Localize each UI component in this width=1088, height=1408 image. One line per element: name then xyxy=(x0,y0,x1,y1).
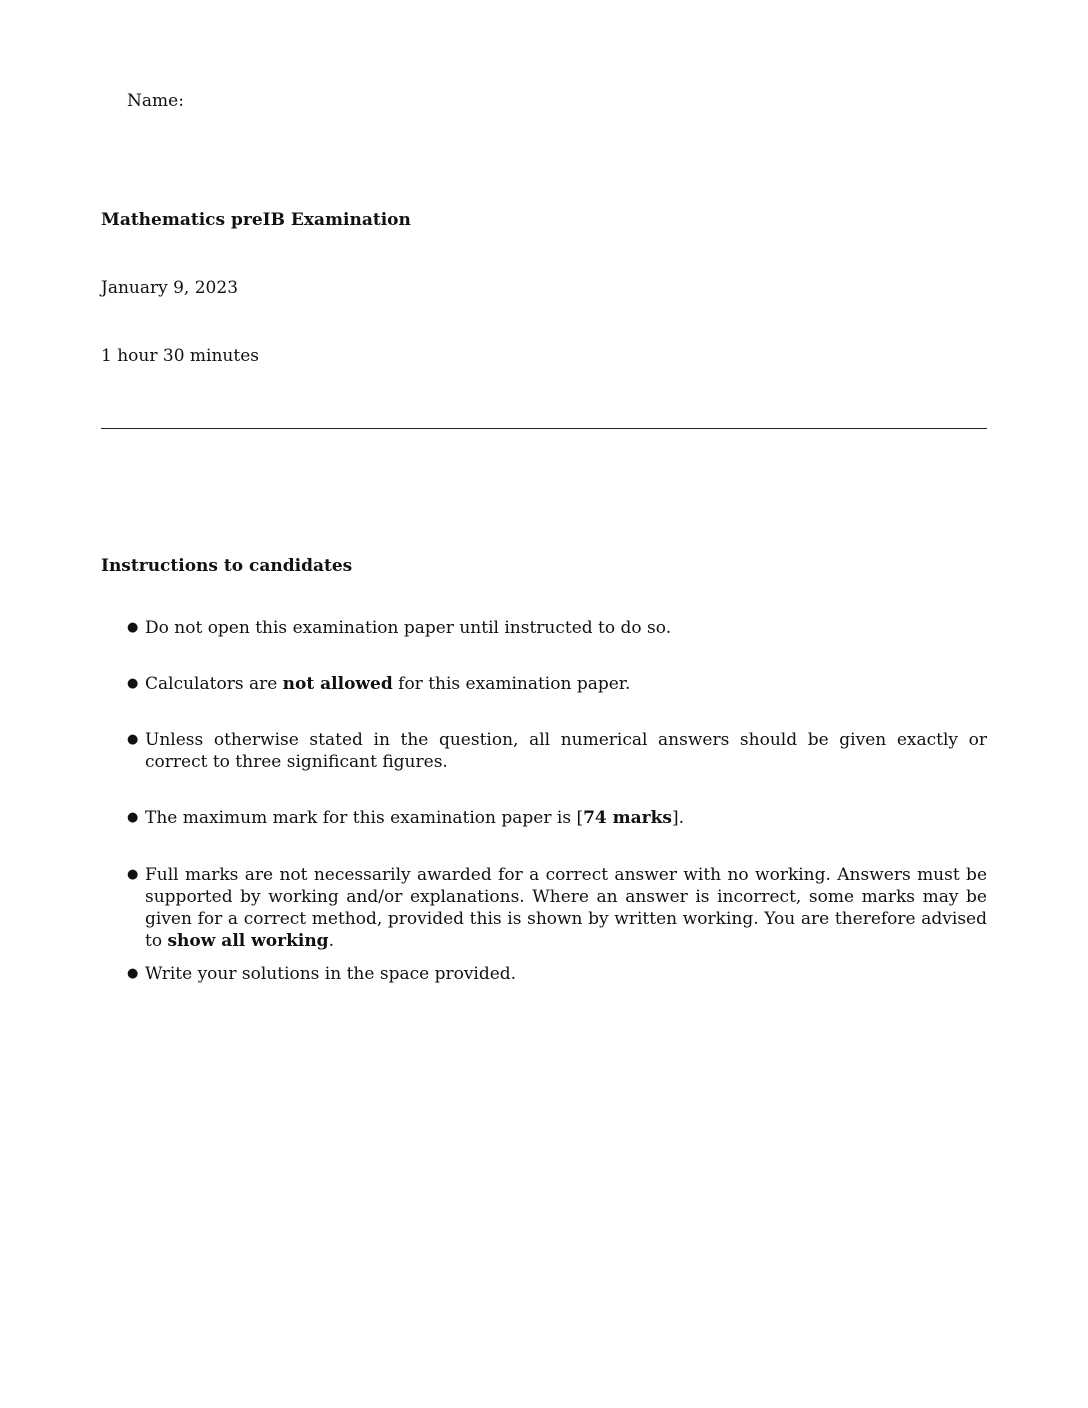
exam-date: January 9, 2023 xyxy=(101,278,239,298)
name-label: Name: xyxy=(127,91,184,111)
instructions-heading: Instructions to candidates xyxy=(101,556,353,576)
instruction-text xyxy=(145,864,987,952)
instruction-emphasis: 74 marks xyxy=(583,808,672,828)
instruction-item xyxy=(127,807,987,829)
instruction-text: Do not open this examination paper until instructed to do so. xyxy=(145,618,672,638)
instruction-item xyxy=(127,673,987,695)
exam-duration: 1 hour 30 minutes xyxy=(101,346,259,366)
instruction-item xyxy=(127,864,987,952)
instruction-text xyxy=(145,807,987,829)
instruction-text-part: Calculators are xyxy=(145,674,283,694)
bullet-icon: ● xyxy=(127,620,139,635)
exam-title: Mathematics preIB Examination xyxy=(101,210,411,230)
instruction-text xyxy=(145,673,987,695)
bullet-icon: ● xyxy=(127,676,139,691)
bullet-icon: ● xyxy=(127,966,139,981)
instruction-text: Write your solutions in the space provided. xyxy=(145,964,517,984)
instruction-text-part: for this examination paper. xyxy=(392,674,631,694)
instruction-item xyxy=(127,617,987,639)
instruction-emphasis: show all working xyxy=(167,931,329,951)
bullet-icon: ● xyxy=(127,810,139,825)
instruction-emphasis: not allowed xyxy=(282,674,393,694)
instruction-text-part: Full marks are not necessarily awarded for a correct answer with no working. Answers must be supported by working and/or explanations. Where an answer is incorrect, some marks may be given for a correct method, provided this is shown by written working. You are therefore advised to xyxy=(145,865,987,951)
instruction-item xyxy=(127,963,987,985)
bullet-icon: ● xyxy=(127,732,139,747)
instruction-text-part: . xyxy=(328,931,334,951)
instruction-text-part: The maximum mark for this examination paper is [ xyxy=(145,808,584,828)
bullet-icon: ● xyxy=(127,867,139,882)
instruction-item xyxy=(127,729,987,773)
instruction-text: Unless otherwise stated in the question, all numerical answers should be given exactly or correct to three significant figures. xyxy=(145,730,987,772)
instruction-text-part: ]. xyxy=(671,808,685,828)
horizontal-rule xyxy=(101,428,987,429)
